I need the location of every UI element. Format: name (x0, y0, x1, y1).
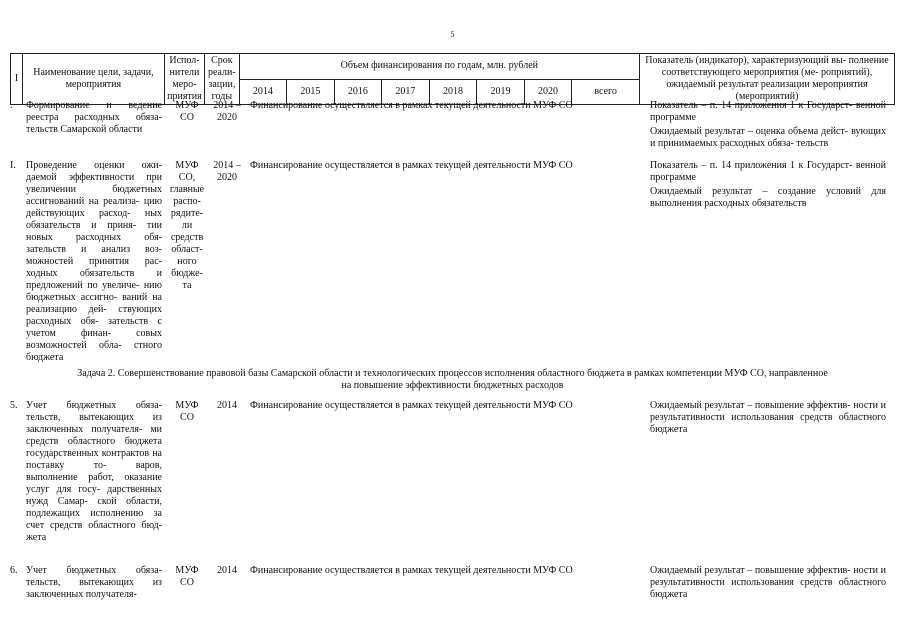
indicator-line: Показатель – п. 14 приложения 1 к Государст- венной программе (650, 100, 886, 123)
row-num: . (10, 100, 13, 111)
row-name: Проведение оценки ожи- даемой эффективности при увеличении бюджетных ассигнований на реализа- цию действующих расход- ных обязательств и приня- тии новых расходных обя- зательств и анализ воз- можностей принятия рас- ходных обязательств и предложений по увеличе- нию бюджетных ассигно- ваний на реализацию дей- ствующих расходных обя- зательств с учетом финан- совых возможностей обла- стного бюджета (26, 160, 162, 363)
row-funding: Финансирование осуществляется в рамках текущей деятельности МУФ СО (250, 565, 573, 576)
row-funding: Финансирование осуществляется в рамках текущей деятельности МУФ СО (250, 400, 573, 411)
row-indicator (650, 400, 886, 438)
header-name: Наименование цели, задачи, мероприятия (23, 54, 165, 105)
header-year: 2017 (382, 79, 430, 105)
row-indicator (650, 160, 886, 212)
page-number: 5 (450, 30, 455, 39)
row-funding: Финансирование осуществляется в рамках текущей деятельности МУФ СО (250, 100, 573, 111)
row-funding: Финансирование осуществляется в рамках текущей деятельности МУФ СО (250, 160, 573, 171)
task-heading (10, 368, 895, 392)
row-exec: МУФ СО (175, 100, 199, 123)
row-num: 5. (10, 400, 18, 411)
header-num: I (11, 54, 23, 105)
row-term: 2014 (217, 565, 237, 576)
header-indicator: Показатель (индикатор), характеризующий вы- полнение соответствующего мероприятия (ме- роприятий), ожидаемый результат реализации мероприятия (мероприятий) (640, 54, 895, 105)
row-exec: МУФ СО (175, 400, 199, 423)
header-year: 2014 (239, 79, 287, 105)
indicator-line: Ожидаемый результат – оценка объема дейст- вующих и принимаемых расходных обяза- тельств (650, 126, 886, 149)
task-heading-line: на повышение эффективности бюджетных расходов (341, 380, 564, 391)
row-exec: МУФ СО (175, 565, 199, 588)
indicator-line: Ожидаемый результат – повышение эффектив- ности и результативности использования средств областного бюджета (650, 400, 886, 435)
header-funding: Объем финансирования по годам, млн. рублей (239, 54, 639, 80)
row-term: 2014 – 2020 (213, 160, 241, 183)
row-name: Формирование и ведение реестра расходных обяза- тельств Самарской области (26, 100, 162, 135)
row-name: Учет бюджетных обяза- тельств, вытекающих из заключенных получателя- (26, 565, 162, 600)
task-heading-line: Задача 2. Совершенствование правовой базы Самарской области и технологических процессов исполнения областного бюджета в рамках компетенции МУФ СО, направленное (77, 368, 828, 379)
row-term: 2014 (217, 400, 237, 411)
row-num: I. (10, 160, 16, 171)
header-year: 2018 (429, 79, 477, 105)
indicator-line: Ожидаемый результат – создание условий для выполнения расходных обязательств (650, 186, 886, 209)
header-year: 2020 (524, 79, 572, 105)
row-num: 6. (10, 565, 18, 576)
header-year: 2016 (334, 79, 382, 105)
row-term: 2014 – 2020 (213, 100, 241, 123)
row-indicator (650, 565, 886, 603)
header-year: 2015 (287, 79, 335, 105)
header-exec: Испол- нители меро- приятия (164, 54, 204, 105)
header-term: Срок реали- зации, годы (205, 54, 239, 105)
header-year: 2019 (477, 79, 525, 105)
row-exec: МУФ СО, главные распо- рядите- ли средств област- ного бюдже- та (169, 160, 205, 291)
row-indicator (650, 100, 886, 152)
header-total: всего (572, 79, 640, 105)
program-table-header (10, 53, 895, 105)
indicator-line: Ожидаемый результат – повышение эффектив- ности и результативности использования средств областного бюджета (650, 565, 886, 600)
row-name: Учет бюджетных обяза- тельств, вытекающих из заключенных получателя- ми средств областного бюджета государственных контрактов на поставку то- варов, выполнение работ, оказание услуг для госу- дарственных нужд Самар- ской области, подлежащих исполнению за счет средств областного бюд- жета (26, 400, 162, 543)
indicator-line: Показатель – п. 14 приложения 1 к Государст- венной программе (650, 160, 886, 183)
